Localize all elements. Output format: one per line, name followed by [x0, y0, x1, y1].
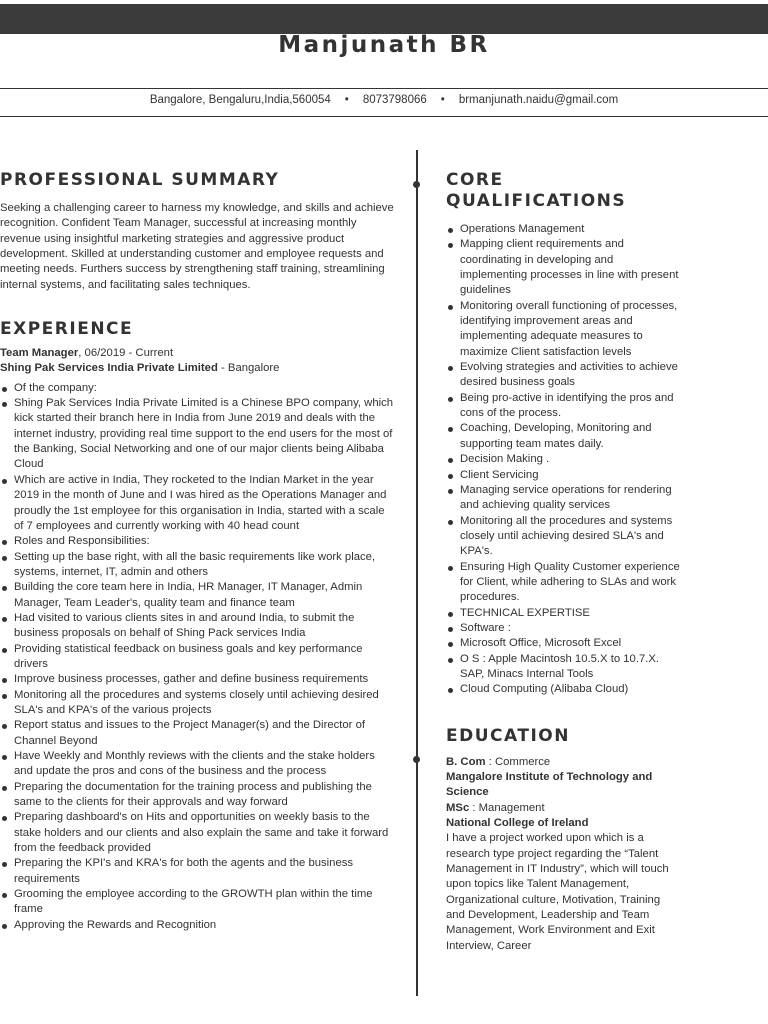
experience-section [0, 319, 396, 933]
list-item: Microsoft Office, Microsoft Excel [446, 636, 682, 651]
list-item: Providing statistical feedback on business goals and key performance drivers [0, 642, 396, 673]
degree-field: : Commerce [485, 755, 551, 768]
list-item: TECHNICAL EXPERTISE [446, 606, 682, 621]
contact-info [0, 94, 768, 106]
list-item: Operations Management [446, 222, 682, 237]
job-header [0, 346, 396, 377]
company-line [0, 361, 396, 376]
list-item: Client Servicing [446, 468, 682, 483]
degree: MSc [446, 801, 470, 814]
list-item: Building the core team here in India, HR Manager, IT Manager, Admin Manager, Team Leader's, quality team and finance team [0, 580, 396, 611]
experience-list [0, 381, 396, 933]
list-item: O S : Apple Macintosh 10.5.X to 10.7.X. SAP, Minacs Internal Tools [446, 652, 682, 683]
company-name: Shing Pak Services India Private Limited [0, 362, 218, 375]
list-item: Which are active in India, They rocketed to the Indian Market in the year 2019 in the month of June and I was hired as the Operations Manager and proudly the 1st employee for this organisation in India, started with a scale of 7 employees and currently working with 40 head count [0, 473, 396, 534]
address: Bangalore, Bengaluru,India,560054 [149, 94, 331, 106]
list-item: Improve business processes, gather and define business requirements [0, 672, 396, 687]
divider-dot [413, 181, 420, 188]
list-item: Grooming the employee according to the GROWTH plan within the time frame [0, 887, 396, 918]
list-item: Mapping client requirements and coordinating in developing and implementing processes in line with present guidelines [446, 237, 682, 298]
list-item: Monitoring all the procedures and systems closely until achieving desired SLA's and KPA's. [446, 514, 682, 560]
school-name: National College of Ireland [446, 817, 589, 830]
summary-section [0, 170, 396, 293]
qualifications-section [446, 170, 682, 698]
job-location: - Bangalore [217, 362, 280, 375]
list-item: Evolving strategies and activities to achieve desired business goals [446, 360, 682, 391]
degree-line [446, 801, 682, 816]
job-title: Team Manager [0, 347, 79, 360]
education-heading: EDUCATION [446, 725, 570, 746]
list-item: Coaching, Developing, Monitoring and supporting team mates daily. [446, 421, 682, 452]
list-item: Roles and Responsibilities: [0, 534, 396, 549]
qualifications-heading: CORE QUALIFICATIONS [446, 170, 627, 211]
list-item: Of the company: [0, 381, 396, 396]
list-item: Software : [446, 621, 682, 636]
education-section [446, 726, 682, 954]
job-dates: , 06/2019 - Current [78, 347, 174, 360]
column-divider [416, 150, 418, 996]
phone: 8073798066 [362, 94, 427, 106]
list-item: Report status and issues to the Project Manager(s) and the Director of Channel Beyond [0, 718, 396, 749]
list-item: Monitoring all the procedures and systems closely until achieving desired SLA's and KPA's of the various projects [0, 688, 396, 719]
list-item: Being pro-active in identifying the pros and cons of the process. [446, 391, 682, 422]
list-item: Preparing the KPI's and KRA's for both the agents and the business requirements [0, 856, 396, 887]
list-item: Had visited to various clients sites in and around India, to submit the business proposals on behalf of Shing Pack services India [0, 611, 396, 642]
list-item: Managing service operations for rendering and achieving quality services [446, 483, 682, 514]
list-item: Monitoring overall functioning of processes, identifying improvement areas and implementing adequate measures to maximize Client satisfaction levels [446, 299, 682, 360]
list-item: Approving the Rewards and Recognition [0, 918, 396, 933]
contact-divider-bottom [0, 116, 768, 117]
degree: B. Com [446, 755, 486, 768]
candidate-name: Manjunath BR [278, 32, 490, 58]
divider-dot [413, 756, 420, 763]
qualifications-list [446, 222, 682, 698]
degree-line [446, 755, 682, 770]
list-item: Decision Making . [446, 452, 682, 467]
right-column [446, 170, 682, 954]
separator-dot: • [344, 94, 349, 106]
list-item: Cloud Computing (Alibaba Cloud) [446, 682, 682, 697]
header-bar [0, 4, 768, 34]
education-description: I have a project worked upon which is a research type project regarding the “Talent Management in IT Industry”, which will touch upon topics like Talent Management, Organizational culture, Motivation, Training and Development, Leadership and Team Management, Work Environment and Exit Interview, Career [446, 832, 669, 952]
list-item: Shing Pak Services India Private Limited is a Chinese BPO company, which kick started their branch here in India from June 2019 and deals with the internet industry, providing real time support to the end users for the most of the Banking, Social Networking and one of our major clients being Alibaba Cloud [0, 396, 396, 473]
list-item: Have Weekly and Monthly reviews with the clients and the stake holders and update the pros and cons of the business and the process [0, 749, 396, 780]
job-title-line [0, 346, 396, 361]
experience-heading: EXPERIENCE [0, 319, 134, 340]
summary-text: Seeking a challenging career to harness my knowledge, and skills and achieve recognition. Confident Team Manager, successful at increasing monthly revenue using insightful marketing strategies and aggressive product development. Skilled at understanding customer and employee requests and meeting needs. Furthers success by strengthening staff training, streamlining internal systems, and facilitating sales techniques. [0, 202, 394, 291]
list-item: Ensuring High Quality Customer experience for Client, while adhering to SLAs and work procedures. [446, 560, 682, 606]
summary-heading: PROFESSIONAL SUMMARY [0, 170, 280, 190]
education-details [446, 755, 682, 954]
email[interactable]: brmanjunath.naidu@gmail.com [458, 94, 619, 106]
list-item: Preparing the documentation for the training process and publishing the same to the clients for their approvals and way forward [0, 780, 396, 811]
left-column [0, 170, 396, 933]
list-item: Preparing dashboard's on Hits and opportunities on weekly basis to the stake holders and our clients and also explain the same and take it forward from the feedback provided [0, 810, 396, 856]
separator-dot: • [440, 94, 445, 106]
school-name: Mangalore Institute of Technology and Science [446, 771, 653, 799]
contact-divider-top [0, 88, 768, 89]
degree-field: : Management [469, 801, 545, 814]
list-item: Setting up the base right, with all the basic requirements like work place, systems, internet, IT, admin and others [0, 550, 396, 581]
